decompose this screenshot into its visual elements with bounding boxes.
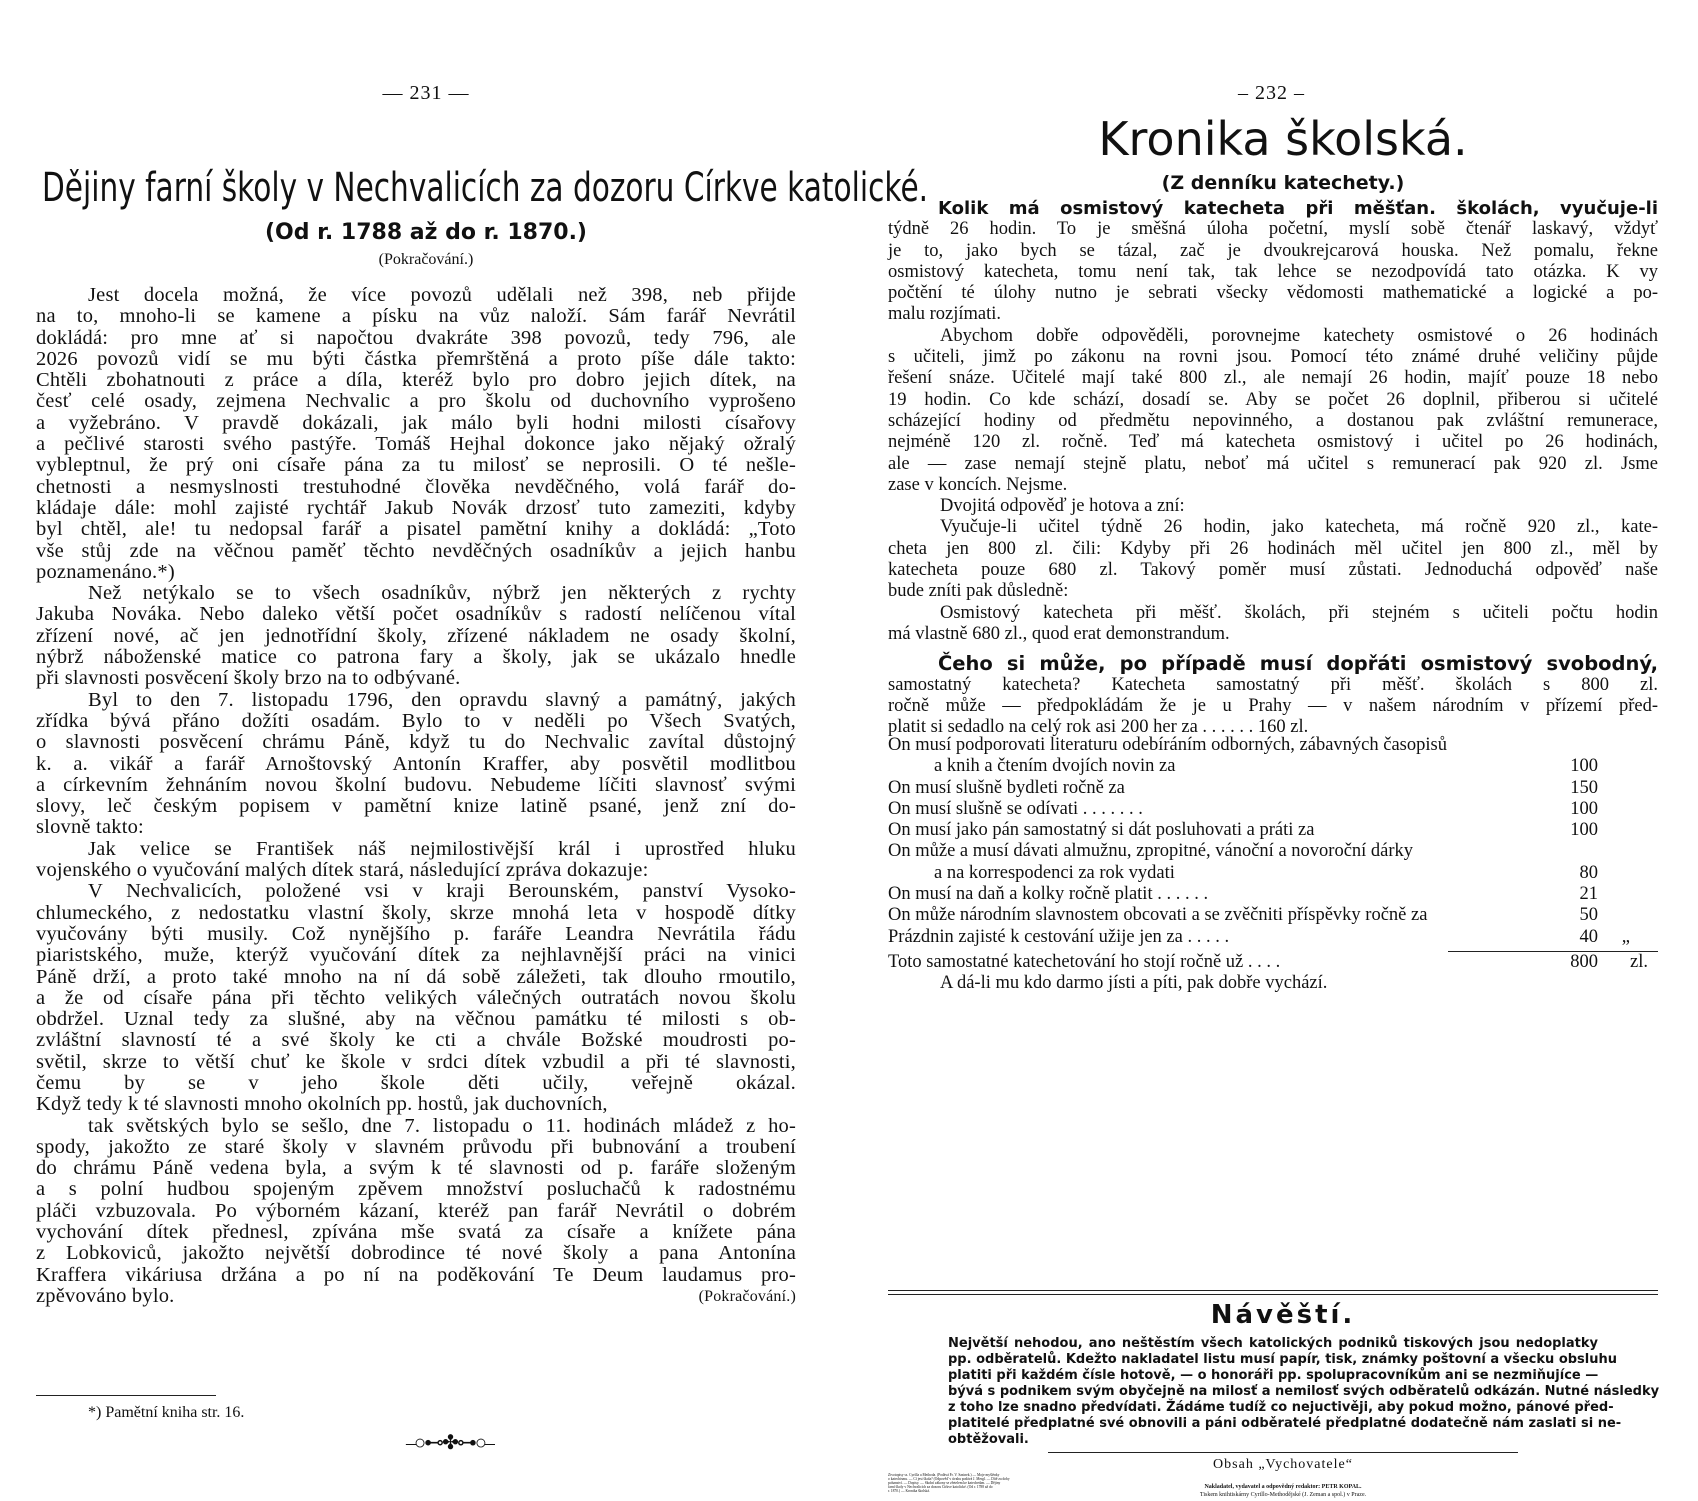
text-line: kládaje dále: mohl zajisté rychtář Jakub Novák drzosť tuto zameziti, kdyby bbox=[36, 496, 796, 519]
expense-label: On může národním slavnostem obcovati a se zvěčniti příspěvky ročně za bbox=[888, 905, 1428, 926]
expense-row bbox=[888, 841, 1658, 862]
expense-row bbox=[888, 927, 1658, 948]
expense-row bbox=[888, 884, 1658, 905]
text-line: o slavnosti posvěcení chrámu Páně, když tu do Nechvalic zavítal důstojný bbox=[36, 731, 796, 754]
text-line: vybleptnul, že prý oni císaře pána za tu milosť se neprosili. O té nešle- bbox=[36, 454, 796, 477]
text-line: a že od císaře pána při těchto velikých válečných outratách novou školu bbox=[36, 986, 796, 1009]
text-line: platit si sedadlo na celý rok asi 200 her za . . . . . . 160 zl. bbox=[888, 717, 1309, 738]
contents-line: pohanství. — Dopisy. — Školní zákony se zřetelem ke katechetům. — Dějiny bbox=[888, 1481, 1001, 1485]
expense-amount: 100 bbox=[1570, 798, 1598, 819]
text-line: Abychom dobře odpověděli, porovnejme katechety osmistové o 26 hodinách bbox=[940, 325, 1658, 346]
expense-row bbox=[888, 820, 1658, 841]
text-line: obdržel. Uznal tedy za slušné, aby na věčnou památku té milosti s ob- bbox=[36, 1008, 796, 1031]
notice-line: platiti při každém čísle hotově, — o honoráři pp. spolupracovníkům ani se nezmiňujíce — bbox=[948, 1368, 1599, 1383]
text-line: tak světských bylo se sešlo, dne 7. listopadu o 11. hodinách mládež z ho- bbox=[88, 1114, 796, 1137]
chronicle-body bbox=[888, 198, 1658, 738]
expense-amount: 80 bbox=[1579, 862, 1598, 883]
text-line: Jest docela možná, že více povozů udělali než 398, neb přijde bbox=[88, 284, 796, 306]
text-line: dokládá: pro mne ať si napočtou dvakráte 398 povozů, tedy 796, ale bbox=[36, 326, 796, 349]
text-line: a s polní hudbou spojeným zpěvem množství posluchačů k radostnému bbox=[36, 1178, 796, 1201]
text-line: Osmistový katecheta při měšť. školách, při stejném s učiteli počtu hodin bbox=[940, 602, 1658, 623]
contents-line: Životopisy ss. Cyrilla a Methoda. (Podává Fr. V. Sasinek.) — Moje myšlénky bbox=[888, 1473, 1000, 1477]
text-line: čemu by se v jeho škole děti učily, veřejně okázal. bbox=[36, 1071, 796, 1094]
article-body bbox=[36, 285, 796, 1307]
text-line: Čeho si může, po případě musí dopřáti osmistový svobodný, bbox=[938, 652, 1658, 676]
text-line: zřízení nové, ač jen jednotřídní školy, zřízené nákladem ne osady školní, bbox=[36, 624, 796, 647]
text-line: spody, jakožto ze staré školy v slavném průvodu při bubnování a troubení bbox=[36, 1135, 796, 1158]
expense-row bbox=[888, 905, 1658, 926]
expense-table bbox=[888, 735, 1658, 995]
expense-amount: 50 bbox=[1579, 905, 1598, 926]
page-number-left: — 231 — bbox=[382, 82, 470, 104]
total-amount: 800 bbox=[1570, 951, 1598, 972]
text-line: malu rozjímati. bbox=[888, 304, 1002, 325]
continued-note: (Pokračování.) bbox=[698, 1287, 796, 1305]
text-line: V Nechvalicích, položené vsi v kraji Berounském, panství Vysoko- bbox=[88, 880, 796, 903]
continuation-note: (Pokračování.) bbox=[378, 251, 474, 268]
notice-rule bbox=[1048, 1452, 1518, 1453]
text-line: Jak velice se František náš nejmilostivější král i uprostřed hluku bbox=[88, 837, 796, 860]
expense-amount: 40 bbox=[1579, 926, 1598, 947]
footnote: *) Pamětní kniha str. 16. bbox=[88, 1404, 245, 1421]
notice-title: Návěští. bbox=[1210, 1300, 1356, 1330]
text-line: byl chtěl, ale! tu nedopsal farář a pisatel pamětní knihy a dokládá: „Toto bbox=[36, 518, 796, 541]
expense-label: Prázdnin zajisté k cestování užije jen za . . . . . bbox=[888, 926, 1230, 947]
text-line: řešení snáze. Učitelé mají také 800 zl., ale nemají 26 hodin, majíť pouze 18 nebo bbox=[888, 368, 1658, 389]
text-line: s učiteli, jimž po zákonu na rovni jsou. Pomocí této známé druhé veličiny půjde bbox=[888, 347, 1658, 368]
text-line: má vlastně 680 zl., quod erat demonstrandum. bbox=[888, 623, 1230, 644]
text-line: týdně 26 hodin. To je směšná úloha početní, myslí sobě čtenář laskavý, vždyť bbox=[888, 219, 1658, 240]
text-line: piaristského, muže, kterýž vyučování dítek za nejhlavnější práci na vinici bbox=[36, 944, 796, 967]
contents-line: r. 1870.) — Kronika školská. bbox=[888, 1489, 930, 1493]
text-line: ale — zase nemají stejně platu, neboť má učitel s remunerací pak 920 zl. Jsme bbox=[888, 453, 1658, 474]
text-line: osmistový katecheta, tomu není tak, tak lehce se nezodpovídá tato otázka. K vy bbox=[888, 261, 1658, 282]
text-line: zřídka bývá přáno dožíti osadám. Bylo to v neděli po Všech Svatých, bbox=[36, 709, 796, 732]
expense-row bbox=[888, 756, 1658, 777]
expense-label: On musí jako pán samostatný si dát posluhovati a práti za bbox=[888, 820, 1315, 841]
chronicle-title: Kronika školská. bbox=[1098, 112, 1468, 166]
text-line: scházející hodiny od předmětu nepovinného, a dostanou pak zvláštní remunerace, bbox=[888, 410, 1658, 431]
text-line: a pečlivé starosti svého pastýře. Tomáš Hejhal dokonce jako nějaký ožralý bbox=[36, 433, 796, 456]
text-line: slovy, leč českým popisem v pamětní knize latině psané, jenž zní do- bbox=[36, 795, 796, 818]
text-line: při slavnosti posvěcení školy brzo na to odbývané. bbox=[36, 667, 461, 690]
text-line: zase v koncích. Nejsme. bbox=[888, 474, 1068, 495]
text-line: a vyžebráno. V pravdě dokázali, jak málo byli hodni milosti císařovy bbox=[36, 411, 796, 434]
text-line: vychování dítek přednesl, zpívána mše svatá za císaře a knížete pána bbox=[36, 1221, 796, 1244]
text-line: chlumeckého, z nedostatku vlastní školy, skrze mnohá leta v hospodě dítky bbox=[36, 901, 796, 924]
article-title: Dějiny farní školy v Nechvalicích za dozoru Církve katolické. bbox=[42, 165, 929, 211]
text-line: světil, skrze to větší chuť ke škole v srdci dítek vzbudil a při té slavnosti, bbox=[36, 1050, 796, 1073]
expense-amount: 150 bbox=[1570, 777, 1598, 798]
page-number-right: – 232 – bbox=[1238, 82, 1305, 104]
text-line: samostatný katecheta? Katecheta samostatný při měšť. školách s 800 zl. bbox=[888, 674, 1658, 695]
text-line: katecheta pouze 680 zl. Takový poměr musí zůstati. Jednoduchá odpověď naše bbox=[888, 560, 1658, 581]
expense-label: On může a musí dávati almužnu, zpropitné, vánoční a novoroční dárky bbox=[888, 841, 1414, 862]
text-line: Když tedy k té slavnosti mnoho okolních pp. hostů, jak duchovních, bbox=[36, 1093, 608, 1116]
currency: zl. bbox=[1630, 951, 1648, 972]
expense-amount: 100 bbox=[1570, 820, 1598, 841]
contents-line: farní školy v Nechvalicích za dozoru Církve katolické. (Od r. 1788 až do bbox=[888, 1485, 993, 1489]
text-line: do chrámu Páně vedena byla, a svým k té slavnosti od p. faráře složeným bbox=[36, 1157, 796, 1180]
text-line: ročně může — předpokládám že je u Prahy — v našem národním v přízemí před- bbox=[888, 695, 1658, 716]
right-page bbox=[888, 0, 1678, 1501]
expense-amount: 100 bbox=[1570, 756, 1598, 777]
expense-row bbox=[888, 799, 1658, 820]
text-line: vše stůj zde na věčnou paměť těchto nevděčných osadníkův a jejich hanbu bbox=[36, 539, 796, 562]
text-line: k. a. vikář a farář Arnoštovský Antonín Kraffer, aby posvětil modlitbou bbox=[36, 752, 796, 775]
text-line: je to, jako bych se tázal, zač je dvoukrejcarová houska. Než pomalu, řekne bbox=[888, 240, 1658, 261]
text-line: bude zníti pak důsledně: bbox=[888, 581, 1069, 602]
text-line: 2026 povozů vidí se mu býti částka přemrštěná a proto píše dále takto: bbox=[36, 347, 796, 370]
text-line: chetnosti a nesmyslnosti trestuhodné člověka nevděčného, volá farář do- bbox=[36, 475, 796, 498]
contents-title: Obsah „Vychovatele“ bbox=[1213, 1457, 1353, 1472]
text-line: Kolik má osmistový katecheta při měšťan. školách, vyučuje-li bbox=[938, 198, 1658, 219]
notice-line: platitelé předplatné své obnovili a páni odběratelé předplatné dodatečně nám zaslati si ne- bbox=[948, 1416, 1622, 1431]
expense-label: a knih a čtením dvojích novin za bbox=[934, 756, 1176, 777]
contents-line: o katechismu. — Čí jest škola? (Odpověď v úvahu podává J. Mergl. — Dítě za doby bbox=[888, 1477, 1010, 1481]
text-line: zvláštní slavností té a své školy ke cti a chvále Božské moudrosti po- bbox=[36, 1029, 796, 1052]
text-line: cheta jen 800 zl. čili: Kdyby při 26 hodinách měl učitel jen 800 zl., měl by bbox=[888, 538, 1658, 559]
text-line: pláči vzbuzovala. Po výborném kázaní, kteréž pan farář Nevrátil o dobrém bbox=[36, 1199, 796, 1222]
notice-line: z toho lze snadno předvídati. Žádáme tudíž co nejuctivěji, aby pokud možno, pánové před- bbox=[948, 1400, 1614, 1415]
text-line: nejméně 120 zl. ročně. Teď má katecheta osmistový i učitel po 26 hodinách, bbox=[888, 432, 1658, 453]
text-line: nýbrž náboženské matice co patrona fary a školy, jak se ukázalo hnedle bbox=[36, 646, 796, 669]
printer-line: Tiskem knihtiskárny Cyrillo-Methodějské (J. Zeman a spol.) v Praze. bbox=[1199, 1492, 1367, 1498]
text-line: počtění té úlohy nutno je sebrati všecky vědomosti mathematické a logické a po- bbox=[888, 283, 1658, 304]
text-line: 19 hodin. Co kde schází, dosadí se. Aby se počet 26 doplnil, přiberou si učitelé bbox=[888, 389, 1658, 410]
footnote-rule bbox=[36, 1395, 216, 1396]
expense-label: On musí podporovati literaturu odebíráním odborných, zábavných časopisů bbox=[888, 735, 1447, 755]
text-line: Chtěli zbohatnouti z práce a díla, kteréž bylo pro dobro jejich dítek, na bbox=[36, 369, 796, 392]
total-row bbox=[888, 952, 1658, 973]
expense-row bbox=[888, 735, 1658, 756]
text-line: na to, mnoho-li se kamene a písku na vůz naloží. Sám farář Nevrátil bbox=[36, 305, 796, 328]
text-line: a církevním žehnáním novou školní budovu. Nebudeme líčiti slavnosť svými bbox=[36, 773, 796, 796]
chronicle-subtitle: (Z denníku katechety.) bbox=[1161, 172, 1405, 194]
expense-label: a na korrespodenci za rok vydati bbox=[934, 862, 1175, 883]
text-line: česť celé osady, zejmena Nechvalic a pro školu od duchovního vyprošeno bbox=[36, 390, 796, 413]
total-label: Toto samostatné katechetování ho stojí ročně už . . . . bbox=[888, 951, 1281, 972]
text-line: zpěvováno bylo. (Pokračování.) bbox=[36, 1284, 796, 1307]
article-subtitle: (Od r. 1788 až do r. 1870.) bbox=[265, 220, 587, 245]
text-line: Kraffera vikáriusa držána a po ní na poděkování Te Deum laudamus pro- bbox=[36, 1263, 796, 1286]
text-line: vojenského o vyučování malých dítek stará, následující zpráva dokazuje: bbox=[36, 859, 649, 882]
closing-line: A dá-li mu kdo darmo jísti a píti, pak dobře vychází. bbox=[940, 973, 1328, 994]
text-line: Páně drží, a proto také mnoho na ní dá sobě záležeti, tak dlouho rmoutilo, bbox=[36, 965, 796, 988]
text-line: Dvojitá odpověď je hotova a zní: bbox=[940, 496, 1185, 517]
notice-line: obtěžovali. bbox=[948, 1432, 1029, 1447]
expense-row bbox=[888, 778, 1658, 799]
publisher-line: Nakladatel, vydavatel a odpovědný redaktor: PETR KOPAL. bbox=[1204, 1484, 1362, 1490]
text-line: poznamenáno.*) bbox=[36, 560, 175, 583]
section-rule bbox=[888, 1290, 1658, 1291]
notice-line: pp. odběratelů. Kdežto nakladatel listu musí papír, tisk, známky poštovní a všecku obsluhu bbox=[948, 1352, 1618, 1367]
notice-body bbox=[948, 1336, 1660, 1448]
expense-label: On musí slušně se odívati . . . . . . . bbox=[888, 798, 1143, 819]
text-line: z Lobkoviců, jakožto největší dobrodince té nové školy a pana Antonína bbox=[36, 1242, 796, 1265]
text-line: slovně takto: bbox=[36, 816, 144, 839]
expense-row bbox=[888, 863, 1658, 884]
text-line: vyučovány býti musily. Což nynějšího p. faráře Leandra Nevrátila řádu bbox=[36, 922, 796, 945]
text-line: Jakuba Nováka. Nebo daleko větší počet osadníkův s radostí nelíčenou vítal bbox=[36, 603, 796, 626]
text-line: Byl to den 7. listopadu 1796, den opravdu slavný a památný, jakých bbox=[88, 688, 796, 711]
expense-label: On musí na daň a kolky ročně platit . . . . . . bbox=[888, 884, 1209, 905]
text-line: Než netýkalo se to všech osadníkův, nýbrž jen některých z rychty bbox=[88, 582, 796, 605]
text-line: Vyučuje-li učitel týdně 26 hodin, jako katecheta, má ročně 920 zl., kate- bbox=[940, 517, 1658, 538]
notice-line: bývá s podnikem svým obyčejně na milosť a nemilosť svých odběratelů odkázán. Nutné následky bbox=[948, 1384, 1660, 1399]
ditto-mark: „ bbox=[1621, 926, 1630, 947]
ornament-divider: –○⊷✤⊶○– bbox=[406, 1432, 493, 1454]
expense-amount: 21 bbox=[1579, 884, 1598, 905]
notice-line: Největší nehodou, ano neštěstím všech katolických podniků tiskových jsou nedoplatky bbox=[948, 1336, 1598, 1351]
expense-label: On musí slušně bydleti ročně za bbox=[888, 777, 1125, 798]
section-rule bbox=[888, 1294, 1658, 1295]
